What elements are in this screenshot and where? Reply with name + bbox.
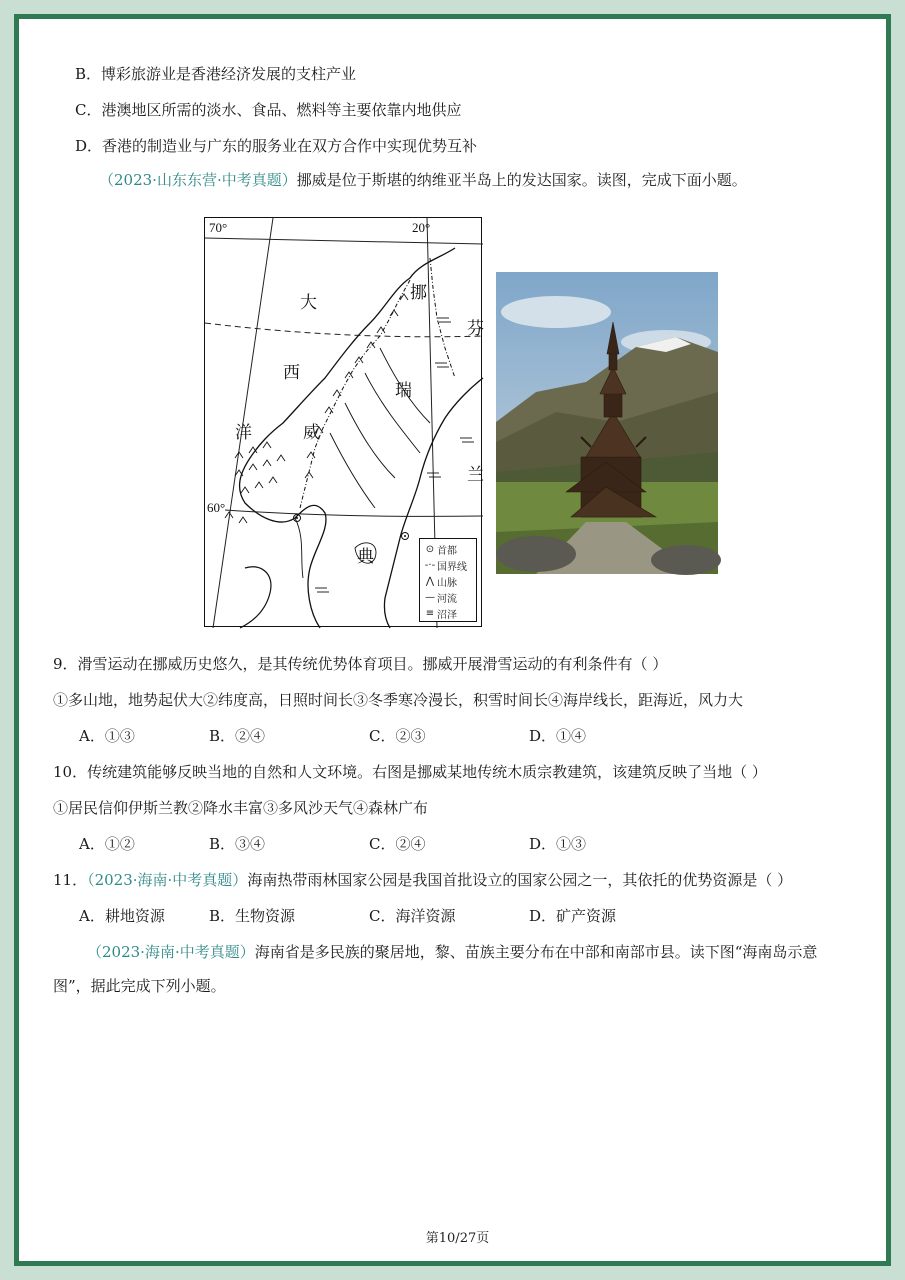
legend-marsh: ≡ 沼泽 [423,605,473,621]
norway-map [204,217,482,627]
q11-option-d[interactable]: D．矿产资源 [529,907,617,925]
q11-option-b[interactable]: B．生物资源 [209,907,296,925]
legend-mountain: ⋀ 山脉 [423,573,473,589]
marsh-icon: ≡ [425,607,435,619]
map-label-lan: 兰 [467,465,484,485]
longitude-20-label: 20° [412,220,431,235]
q11-source-tag: （2023·海南·中考真题） [87,871,248,889]
q9-statements: ①多山地，地势起伏大②纬度高，日照时间长③冬季寒冷漫长，积雪时间长④海岸线长，距海近，风力大 [53,691,744,709]
q10-option-a[interactable]: A．①② [79,835,135,853]
legend-border: -·- 国界线 [424,559,467,573]
q11-stem [53,869,792,891]
q9-option-d[interactable]: D．①④ [529,727,587,745]
map-label-yang: 洋 [235,423,252,443]
legend-capital: ⊙ 首都 [423,541,473,557]
q9-option-a[interactable]: A．①③ [79,727,135,745]
q10-option-b[interactable]: B．③④ [209,835,266,853]
hainan-text-2: 图”，据此完成下列小题。 [53,977,226,995]
map-label-da: 大 [300,293,317,313]
mountain-icon: ⋀ [425,575,435,587]
intro-text: 挪威是位于斯堪的纳维亚半岛上的发达国家。读图，完成下面小题。 [296,171,747,189]
q11-option-a[interactable]: A．耕地资源 [79,907,165,925]
option-c: C．港澳地区所需的淡水、食品、燃料等主要依靠内地供应 [75,101,462,119]
map-label-dian: 典 [357,547,374,567]
longitude-70-label: 70° [209,220,228,235]
q10-stem: 10．传统建筑能够反映当地的自然和人文环境。右图是挪威某地传统木质宗教建筑，该建筑反映了当地（ ） [53,763,767,781]
capital-icon: ⊙ [425,543,435,555]
q11-option-c[interactable]: C．海洋资源 [369,907,456,925]
map-label-rui: 瑞 [395,381,412,401]
q10-option-c[interactable]: C．②④ [369,835,426,853]
q11-number: 11． [53,871,88,889]
map-label-fen: 芬 [467,319,484,339]
option-b: B．博彩旅游业是香港经济发展的支柱产业 [75,65,357,83]
q11-text: 海南热带雨林国家公园是我国首批设立的国家公园之一，其依托的优势资源是（ ） [247,871,793,889]
border-icon: -·- [424,559,436,571]
source-tag: （2023·山东东营·中考真题） [99,171,297,189]
map-label-nuo: 挪 [410,283,427,303]
stave-church-photo [496,272,718,574]
latitude-60-label: 60° [207,500,226,515]
q10-option-d[interactable]: D．①③ [529,835,587,853]
river-icon: — [425,591,435,603]
hainan-text-1: 海南省是多民族的聚居地，黎、苗族主要分布在中部和南部市县。读下图“海南岛示意 [254,943,818,961]
map-label-wei: 威 [303,423,320,443]
page [14,14,891,1266]
q9-option-b[interactable]: B．②④ [209,727,266,745]
map-label-xi: 西 [283,363,300,383]
legend-river: — 河流 [425,591,457,605]
hainan-source-tag: （2023·海南·中考真题） [87,943,255,961]
q10-statements: ①居民信仰伊斯兰教②降水丰富③多风沙天气④森林广布 [53,799,429,817]
q9-option-c[interactable]: C．②③ [369,727,426,745]
map-legend [419,538,477,622]
page-number: 第10/27页 [425,1231,490,1246]
option-d: D．香港的制造业与广东的服务业在双方合作中实现优势互补 [75,137,478,155]
intro-norway [99,169,747,191]
intro-hainan [87,941,817,963]
q9-stem: 9．滑雪运动在挪威历史悠久，是其传统优势体育项目。挪威开展滑雪运动的有利条件有（ ） [53,655,668,673]
